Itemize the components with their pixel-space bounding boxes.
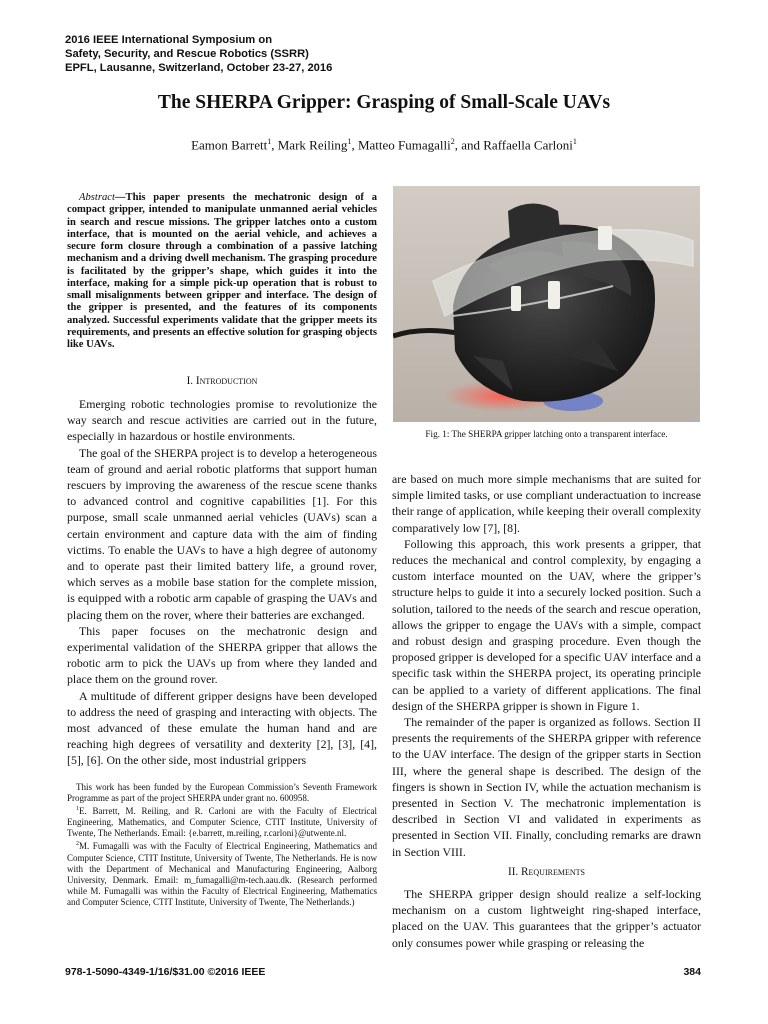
footnotes	[67, 782, 377, 908]
author-affiliation-mark: 1	[572, 137, 577, 146]
paragraph: This paper focuses on the mechatronic design and experimental validation of the SHERPA gripper that allows the robotic arm to pick the UAVs up from where they landed and place them on the ground rover.	[67, 623, 377, 687]
conference-line-3: EPFL, Lausanne, Switzerland, October 23-27, 2016	[65, 62, 333, 74]
conference-line-1: 2016 IEEE International Symposium on	[65, 34, 273, 46]
conference-header	[65, 33, 332, 75]
abstract-dash: —	[114, 192, 126, 203]
abstract	[67, 192, 377, 351]
figure-gripper-photo	[393, 186, 700, 422]
paper-title: The SHERPA Gripper: Grasping of Small-Scale UAVs	[157, 92, 611, 113]
paragraph: are based on much more simple mechanisms that are suited for simple limited tasks, or use compliant underactuation to increase their range of application, while keeping their overall complexity comparatively low [7], [8].	[392, 472, 701, 535]
figure-caption: Fig. 1: The SHERPA gripper latching onto a transparent interface.	[425, 429, 668, 439]
footnote-text: E. Barrett, M. Reiling, and R. Carloni are with the Faculty of Electrical Engineering, Mathematics, and Computer Science, CTIT Institute, University of Twente, The Netherlands. Email: {e.barrett, m.reiling, r.carloni}@utwente.nl.	[67, 806, 377, 839]
author-separator: ,	[351, 137, 358, 153]
footnote-mark: 2	[76, 841, 79, 848]
paragraph: The SHERPA gripper design should realize a self-locking mechanism on a custom lightweight ring-shaped interface, placed on the UAV. This guarantees that the gripper’s actuator only consumes power while grasping or releasing the	[392, 887, 701, 950]
footnote-mark: 1	[76, 806, 79, 813]
author-name: Matteo Fumagalli	[357, 137, 451, 153]
abstract-text: This paper presents the mechatronic design of a compact gripper, intended to manipulate unmanned aerial vehicles in search and rescue missions. The gripper latches onto a custom interface, that is mounted on the aerial vehicle, and achieves a secure form closure through a combination of a passive latching mechanism and a driving dwell mechanism. The grasping procedure is facilitated by the gripper’s shape, which guides it into the interface, making for a simple pick-up operation that is robust to small misalignments between gripper and interface. The design of the gripper is presented, and the features of its components analyzed. Successful experiments validate that the gripper meets its requirements, and presents an effective solution for grasping objects like UAVs.	[67, 192, 377, 350]
paragraph: Following this approach, this work presents a gripper, that reduces the mechanical and control complexity, by engaging a custom interface mounted on the UAV, where the gripper’s structure helps to guide it into a securely locked position. Such a solution, tailored to the needs of the search and rescue operation, allows the gripper to engage the UAVs with a simple, compact and robust design and grasping procedure. Even though the proposed gripper is developed for a specific UAV interface and a specific task within the SHERPA project, its operating principle can be applied to a variety of different applications. The final design of the SHERPA gripper is shown in Figure 1.	[392, 536, 701, 713]
page-number: 384	[683, 966, 701, 978]
author-separator: ,	[271, 137, 278, 153]
paragraph: The remainder of the paper is organized as follows. Section II presents the requirements of the SHERPA gripper with reference to the UAV interface. The design of the gripper starts in Section III, where the general shape is described. The design of the fingers is shown in Section IV, while the actuation mechanism is presented in Section V. The mechatronic implementation is described in Section VI and validated in experiments as presented in Section VII. Finally, concluding remarks are drawn in Section VIII.	[392, 715, 701, 859]
conference-line-2: Safety, Security, and Rescue Robotics (SSRR)	[65, 48, 309, 60]
funding-note: This work has been funded by the European Commission’s Seventh Framework Programme as part of the project SHERPA under grant no. 600958.	[67, 782, 377, 804]
author-list	[0, 137, 768, 153]
footnote-text: M. Fumagalli was with the Faculty of Electrical Engineering, Mathematics and Computer Science, CTIT Institute, University of Twente, The Netherlands. He is now with the Department of Mechanical and Manufacturing Engineering, Aalborg University, Denmark. Email: m_fumagalli@m-tech.aau.dk. (Research performed while M. Fumagalli was within the Faculty of Electrical Engineering, Mathematics and Computer Science, CTIT Institute, University of Twente, The Netherlands.)	[67, 841, 377, 907]
right-column-body	[392, 471, 701, 860]
paragraph: A multitude of different gripper designs have been developed to address the need of grasping and interacting with objects. The most advanced of these emulate the human hand and are reaching high degrees of versatility and dexterity [2], [3], [4], [5], [6]. On the other side, most industrial grippers	[67, 688, 377, 768]
author-affiliation-mark: 2	[450, 137, 455, 146]
paragraph: Emerging robotic technologies promise to revolutionize the way search and rescue activities are carried out in the future, especially in hazardous or hostile environments.	[67, 397, 377, 444]
author-name: Eamon Barrett	[191, 137, 268, 153]
section-heading-introduction: I. Introduction	[186, 375, 258, 387]
gripper-photo-illustration	[393, 186, 700, 422]
abstract-label: Abstract	[79, 192, 115, 203]
author-affiliation-mark: 1	[347, 137, 352, 146]
introduction-body	[67, 396, 377, 769]
copyright-footer: 978-1-5090-4349-1/16/$31.00 ©2016 IEEE	[65, 966, 266, 978]
section-heading-requirements: II. Requirements	[508, 866, 585, 878]
requirements-body	[392, 886, 701, 951]
footnote-2	[67, 839, 377, 908]
author-name: Mark Reiling	[277, 137, 348, 153]
author-name: Raffaella Carloni	[483, 137, 573, 153]
author-separator: , and	[454, 137, 484, 153]
author-affiliation-mark: 1	[267, 137, 272, 146]
footnote-1	[67, 804, 377, 839]
paragraph: The goal of the SHERPA project is to develop a heterogeneous team of ground and aerial robotic platforms that support human rescuers by improving the awareness of the rescue scene thanks to advanced control and cognitive capabilities [1]. For this purpose, small scale unmanned aerial vehicles (UAVs) scan a certain environment and capture data with the aim of finding victims. To enable the UAVs to have a high degree of autonomy and to operate past their limited battery life, a ground rover, which serves as a mobile base station for the complete mission, is equipped with a robotic arm capable of grasping the UAVs and placing them on the rover, where their batteries are exchanged.	[67, 445, 377, 622]
